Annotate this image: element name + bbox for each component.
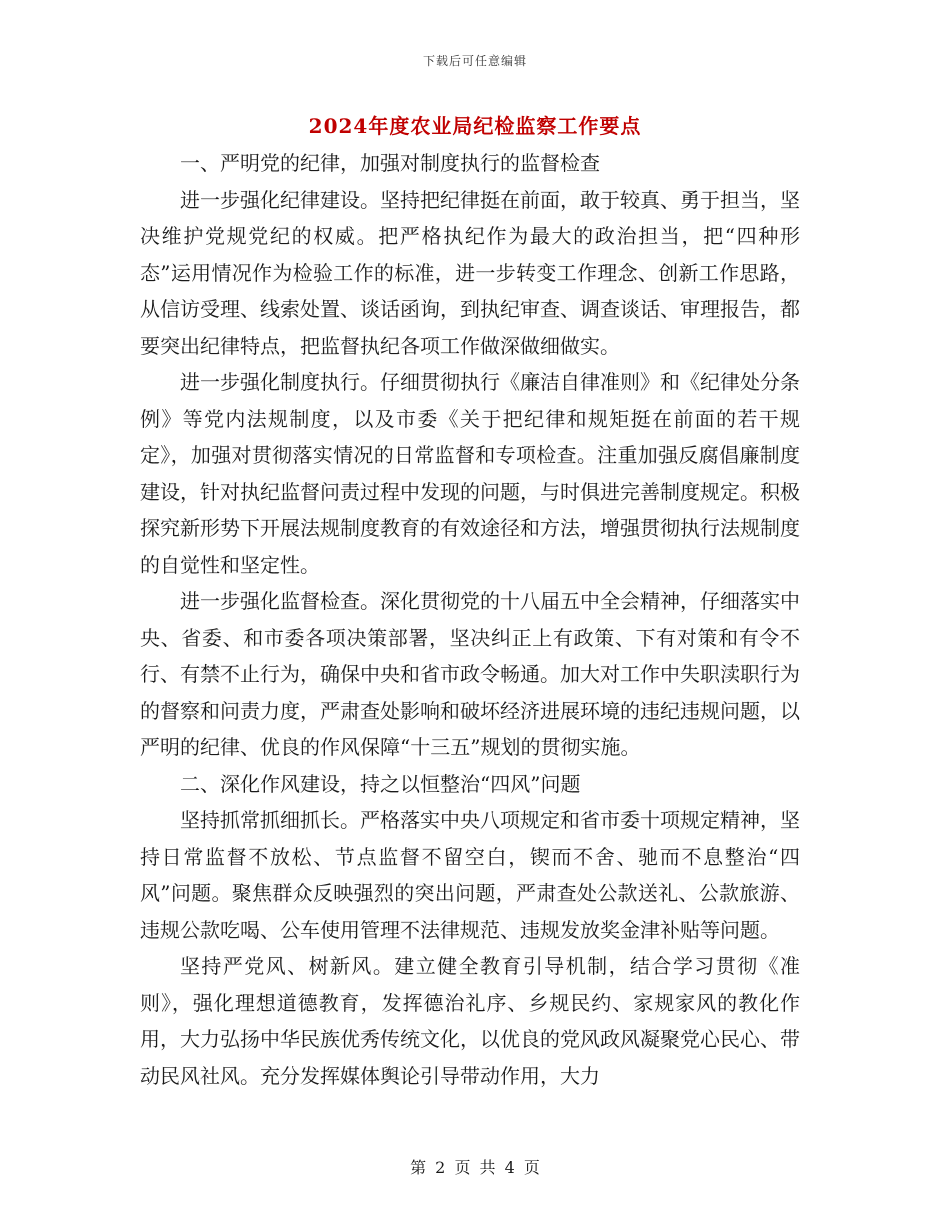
section-heading-2: 二、深化作风建设，持之以恒整治“四风”问题 — [180, 771, 581, 796]
page-footer: 第 2 页 共 4 页 — [410, 1158, 540, 1177]
document-title: 2024年度农业局纪检监察工作要点 — [308, 114, 642, 138]
body-paragraph: 坚持严党风、树新风。建立健全教育引导机制，结合学习贯彻《准则》，强化理想道德教育，发挥德治礼序、乡规民约、家规家风的教化作用，大力弘扬中华民族优秀传统文化，以优良的党风政风凝聚党心民心、带动民风社风。充分发挥媒体舆论引导带动作用，大力 — [140, 954, 800, 1088]
header-note: 下载后可任意编辑 — [422, 54, 527, 68]
body-paragraph: 进一步强化制度执行。仔细贯彻执行《廉洁自律准则》和《纪律处分条例》等党内法规制度，以及市委《关于把纪律和规矩挺在前面的若干规定》，加强对贯彻落实情况的日常监督和专项检查。注重加强反腐倡廉制度建设，针对执纪监督问责过程中发现的问题，与时俱进完善制度规定。积极探究新形势下开展法规制度教育的有效途径和方法，增强贯彻执行法规制度的自觉性和坚定性。 — [140, 370, 800, 577]
body-paragraph: 进一步强化纪律建设。坚持把纪律挺在前面，敢于较真、勇于担当，坚决维护党规党纪的权威。把严格执纪作为最大的政治担当，把“四种形态”运用情况作为检验工作的标准，进一步转变工作理念、创新工作思路，从信访受理、线索处置、谈话函询，到执纪审查、调查谈话、审理报告，都要突出纪律特点，把监督执纪各项工作做深做细做实。 — [140, 187, 800, 358]
section-heading-1: 一、严明党的纪律，加强对制度执行的监督检查 — [180, 151, 600, 175]
document-body — [140, 145, 800, 1094]
body-paragraph: 进一步强化监督检查。深化贯彻党的十八届五中全会精神，仔细落实中央、省委、和市委各项决策部署，坚决纠正上有政策、下有对策和有令不行、有禁不止行为，确保中央和省市政令畅通。加大对工作中失职渎职行为的督察和问责力度，严肃查处影响和破坏经济进展环境的违纪违规问题，以严明的纪律、优良的作风保障“十三五”规划的贯彻实施。 — [140, 589, 800, 759]
body-paragraph: 坚持抓常抓细抓长。严格落实中央八项规定和省市委十项规定精神，坚持日常监督不放松、节点监督不留空白，锲而不舍、驰而不息整治“四风”问题。聚焦群众反映强烈的突出问题，严肃查处公款送礼、公款旅游、违规公款吃喝、公车使用管理不法律规范、违规发放奖金津补贴等问题。 — [140, 808, 800, 942]
